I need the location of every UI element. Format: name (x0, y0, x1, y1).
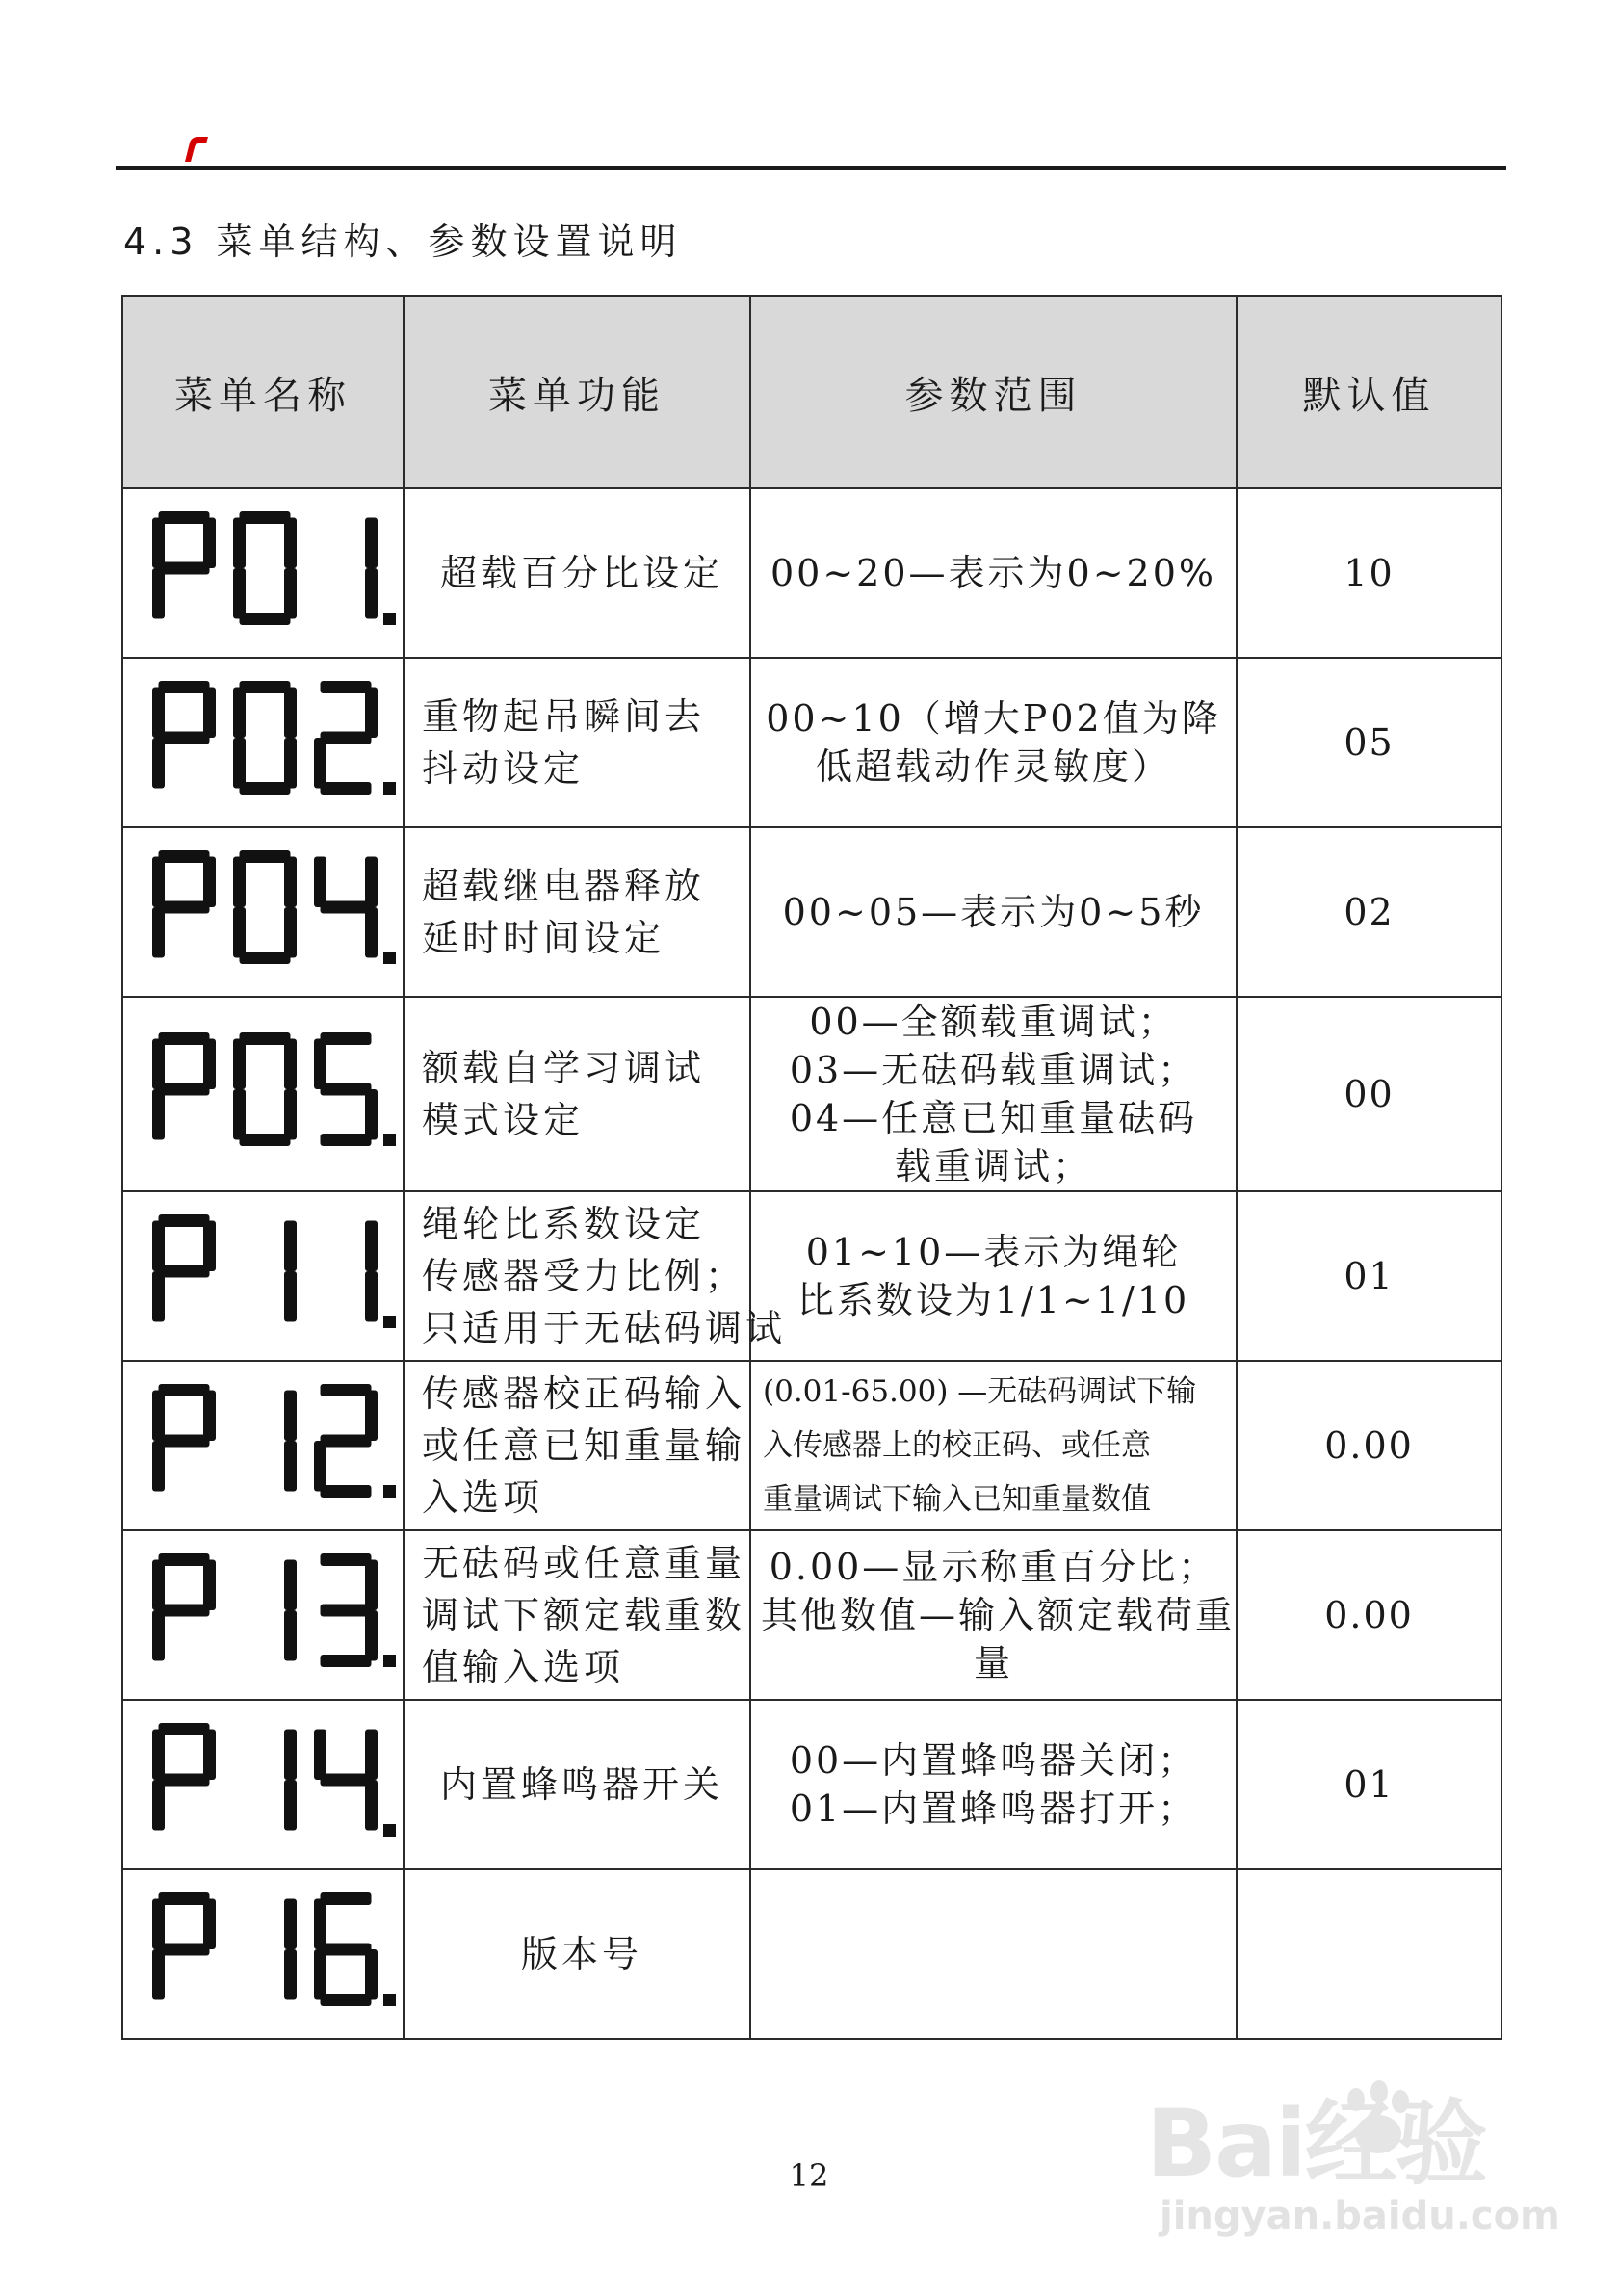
menu-code-cell (122, 1361, 404, 1530)
page-number: 12 (789, 2157, 829, 2194)
default-value-cell: 01 (1237, 1191, 1501, 1361)
section-title: 4.3 菜单结构、参数设置说明 (123, 221, 683, 263)
table-header-row (122, 296, 1501, 488)
table-row (122, 997, 1501, 1191)
menu-parameter-table (121, 295, 1502, 2040)
range-line: (0.01-65.00) —无砝码调试下输 (763, 1374, 1197, 1409)
function-line: 延时时间设定 (422, 917, 665, 959)
segment-display-code (152, 511, 410, 635)
function-line: 绳轮比系数设定 (422, 1203, 706, 1245)
param-range-cell (750, 1361, 1237, 1530)
param-range-cell (750, 997, 1237, 1191)
table-row (122, 1700, 1501, 1869)
param-range-cell (750, 827, 1237, 997)
range-line: 00—内置蜂鸣器关闭； (789, 1739, 1198, 1782)
function-line: 无砝码或任意重量 (422, 1542, 746, 1584)
function-line: 只适用于无砝码调试 (422, 1307, 787, 1349)
function-line: 传感器校正码输入 (422, 1372, 746, 1415)
function-line: 抖动设定 (422, 747, 585, 790)
range-line: 01~10—表示为绳轮 (805, 1231, 1182, 1273)
menu-code-cell (122, 1530, 404, 1700)
segment-display-code (152, 1032, 410, 1156)
function-line: 模式设定 (422, 1099, 585, 1141)
function-line: 重物起吊瞬间去 (422, 695, 706, 738)
segment-display-code (152, 1723, 410, 1846)
menu-function-cell (404, 1361, 750, 1530)
segment-display-code (152, 681, 410, 804)
menu-code-cell (122, 827, 404, 997)
range-line: 重量调试下输入已知重量数值 (763, 1482, 1151, 1517)
header-rule (116, 166, 1506, 170)
segment-display-code (152, 850, 410, 974)
range-line: 03—无砝码载重调试； (789, 1049, 1198, 1091)
function-line: 超载继电器释放 (422, 865, 706, 907)
range-line: 04—任意已知重量砝码 (789, 1097, 1198, 1139)
menu-function-cell (404, 997, 750, 1191)
watermark-brand: Bai经验 (1146, 2090, 1486, 2198)
default-value-cell (1237, 1869, 1501, 2039)
watermark-url: jingyan.baidu.com (1160, 2194, 1560, 2238)
table-row (122, 658, 1501, 827)
segment-display-code (152, 1553, 410, 1677)
default-value-cell: 10 (1237, 488, 1501, 658)
param-range-cell (750, 488, 1237, 658)
range-line: 比系数设为1/1~1/10 (796, 1279, 1190, 1321)
segment-display-code (152, 1214, 410, 1338)
paw-icon (1335, 2078, 1422, 2165)
menu-code-cell (122, 488, 404, 658)
function-line: 值输入选项 (422, 1646, 625, 1688)
range-line: 00~20—表示为0~20% (770, 552, 1217, 594)
menu-function-cell (404, 1869, 750, 2039)
function-line: 超载百分比设定 (439, 552, 723, 594)
range-line: 00~05—表示为0~5秒 (782, 891, 1205, 933)
table-row (122, 1530, 1501, 1700)
param-range-cell (750, 1191, 1237, 1361)
table-row (122, 1361, 1501, 1530)
param-range-cell (750, 658, 1237, 827)
table-row (122, 1191, 1501, 1361)
default-value-cell: 05 (1237, 658, 1501, 827)
range-line: 入传感器上的校正码、或任意 (763, 1428, 1151, 1463)
param-range-cell (750, 1869, 1237, 2039)
function-line: 版本号 (520, 1933, 642, 1975)
range-line: 01—内置蜂鸣器打开； (789, 1787, 1198, 1830)
default-value-cell: 02 (1237, 827, 1501, 997)
menu-code-cell (122, 1869, 404, 2039)
header-menu-function: 菜单功能 (404, 296, 750, 488)
default-value-cell: 00 (1237, 997, 1501, 1191)
function-line: 额载自学习调试 (422, 1047, 706, 1089)
menu-code-cell (122, 1700, 404, 1869)
table-row (122, 488, 1501, 658)
param-range-cell (750, 1530, 1237, 1700)
menu-function-cell (404, 827, 750, 997)
function-line: 传感器受力比例； (422, 1255, 746, 1297)
function-line: 调试下额定载重数 (422, 1594, 746, 1636)
param-range-cell (750, 1700, 1237, 1869)
range-line: 载重调试； (894, 1145, 1092, 1187)
range-line: 0.00—显示称重百分比； (769, 1546, 1218, 1588)
menu-code-cell (122, 997, 404, 1191)
menu-code-cell (122, 1191, 404, 1361)
range-line: 量 (973, 1642, 1013, 1684)
range-line: 其他数值—输入额定载荷重 (761, 1594, 1236, 1636)
function-line: 内置蜂鸣器开关 (439, 1763, 723, 1806)
default-value-cell: 0.00 (1237, 1530, 1501, 1700)
function-line: 入选项 (422, 1476, 544, 1519)
menu-function-cell (404, 658, 750, 827)
segment-display-code (152, 1892, 410, 2016)
default-value-cell: 0.00 (1237, 1361, 1501, 1530)
menu-function-cell (404, 488, 750, 658)
function-line: 或任意已知重量输 (422, 1424, 746, 1467)
header-param-range: 参数范围 (750, 296, 1237, 488)
table-row (122, 1869, 1501, 2039)
table-row (122, 827, 1501, 997)
range-line: 00—全额载重调试； (809, 1001, 1178, 1043)
menu-function-cell (404, 1191, 787, 1361)
baidu-watermark (1146, 2071, 1560, 2263)
brand-logo-icon (181, 135, 210, 164)
menu-code-cell (122, 658, 404, 827)
header-menu-name: 菜单名称 (122, 296, 404, 488)
menu-function-cell (404, 1530, 750, 1700)
range-line: 低超载动作灵敏度） (815, 745, 1171, 788)
default-value-cell: 01 (1237, 1700, 1501, 1869)
header-default-value: 默认值 (1237, 296, 1501, 488)
range-line: 00~10（增大P02值为降 (766, 697, 1221, 740)
menu-function-cell (404, 1700, 750, 1869)
segment-display-code (152, 1384, 410, 1507)
